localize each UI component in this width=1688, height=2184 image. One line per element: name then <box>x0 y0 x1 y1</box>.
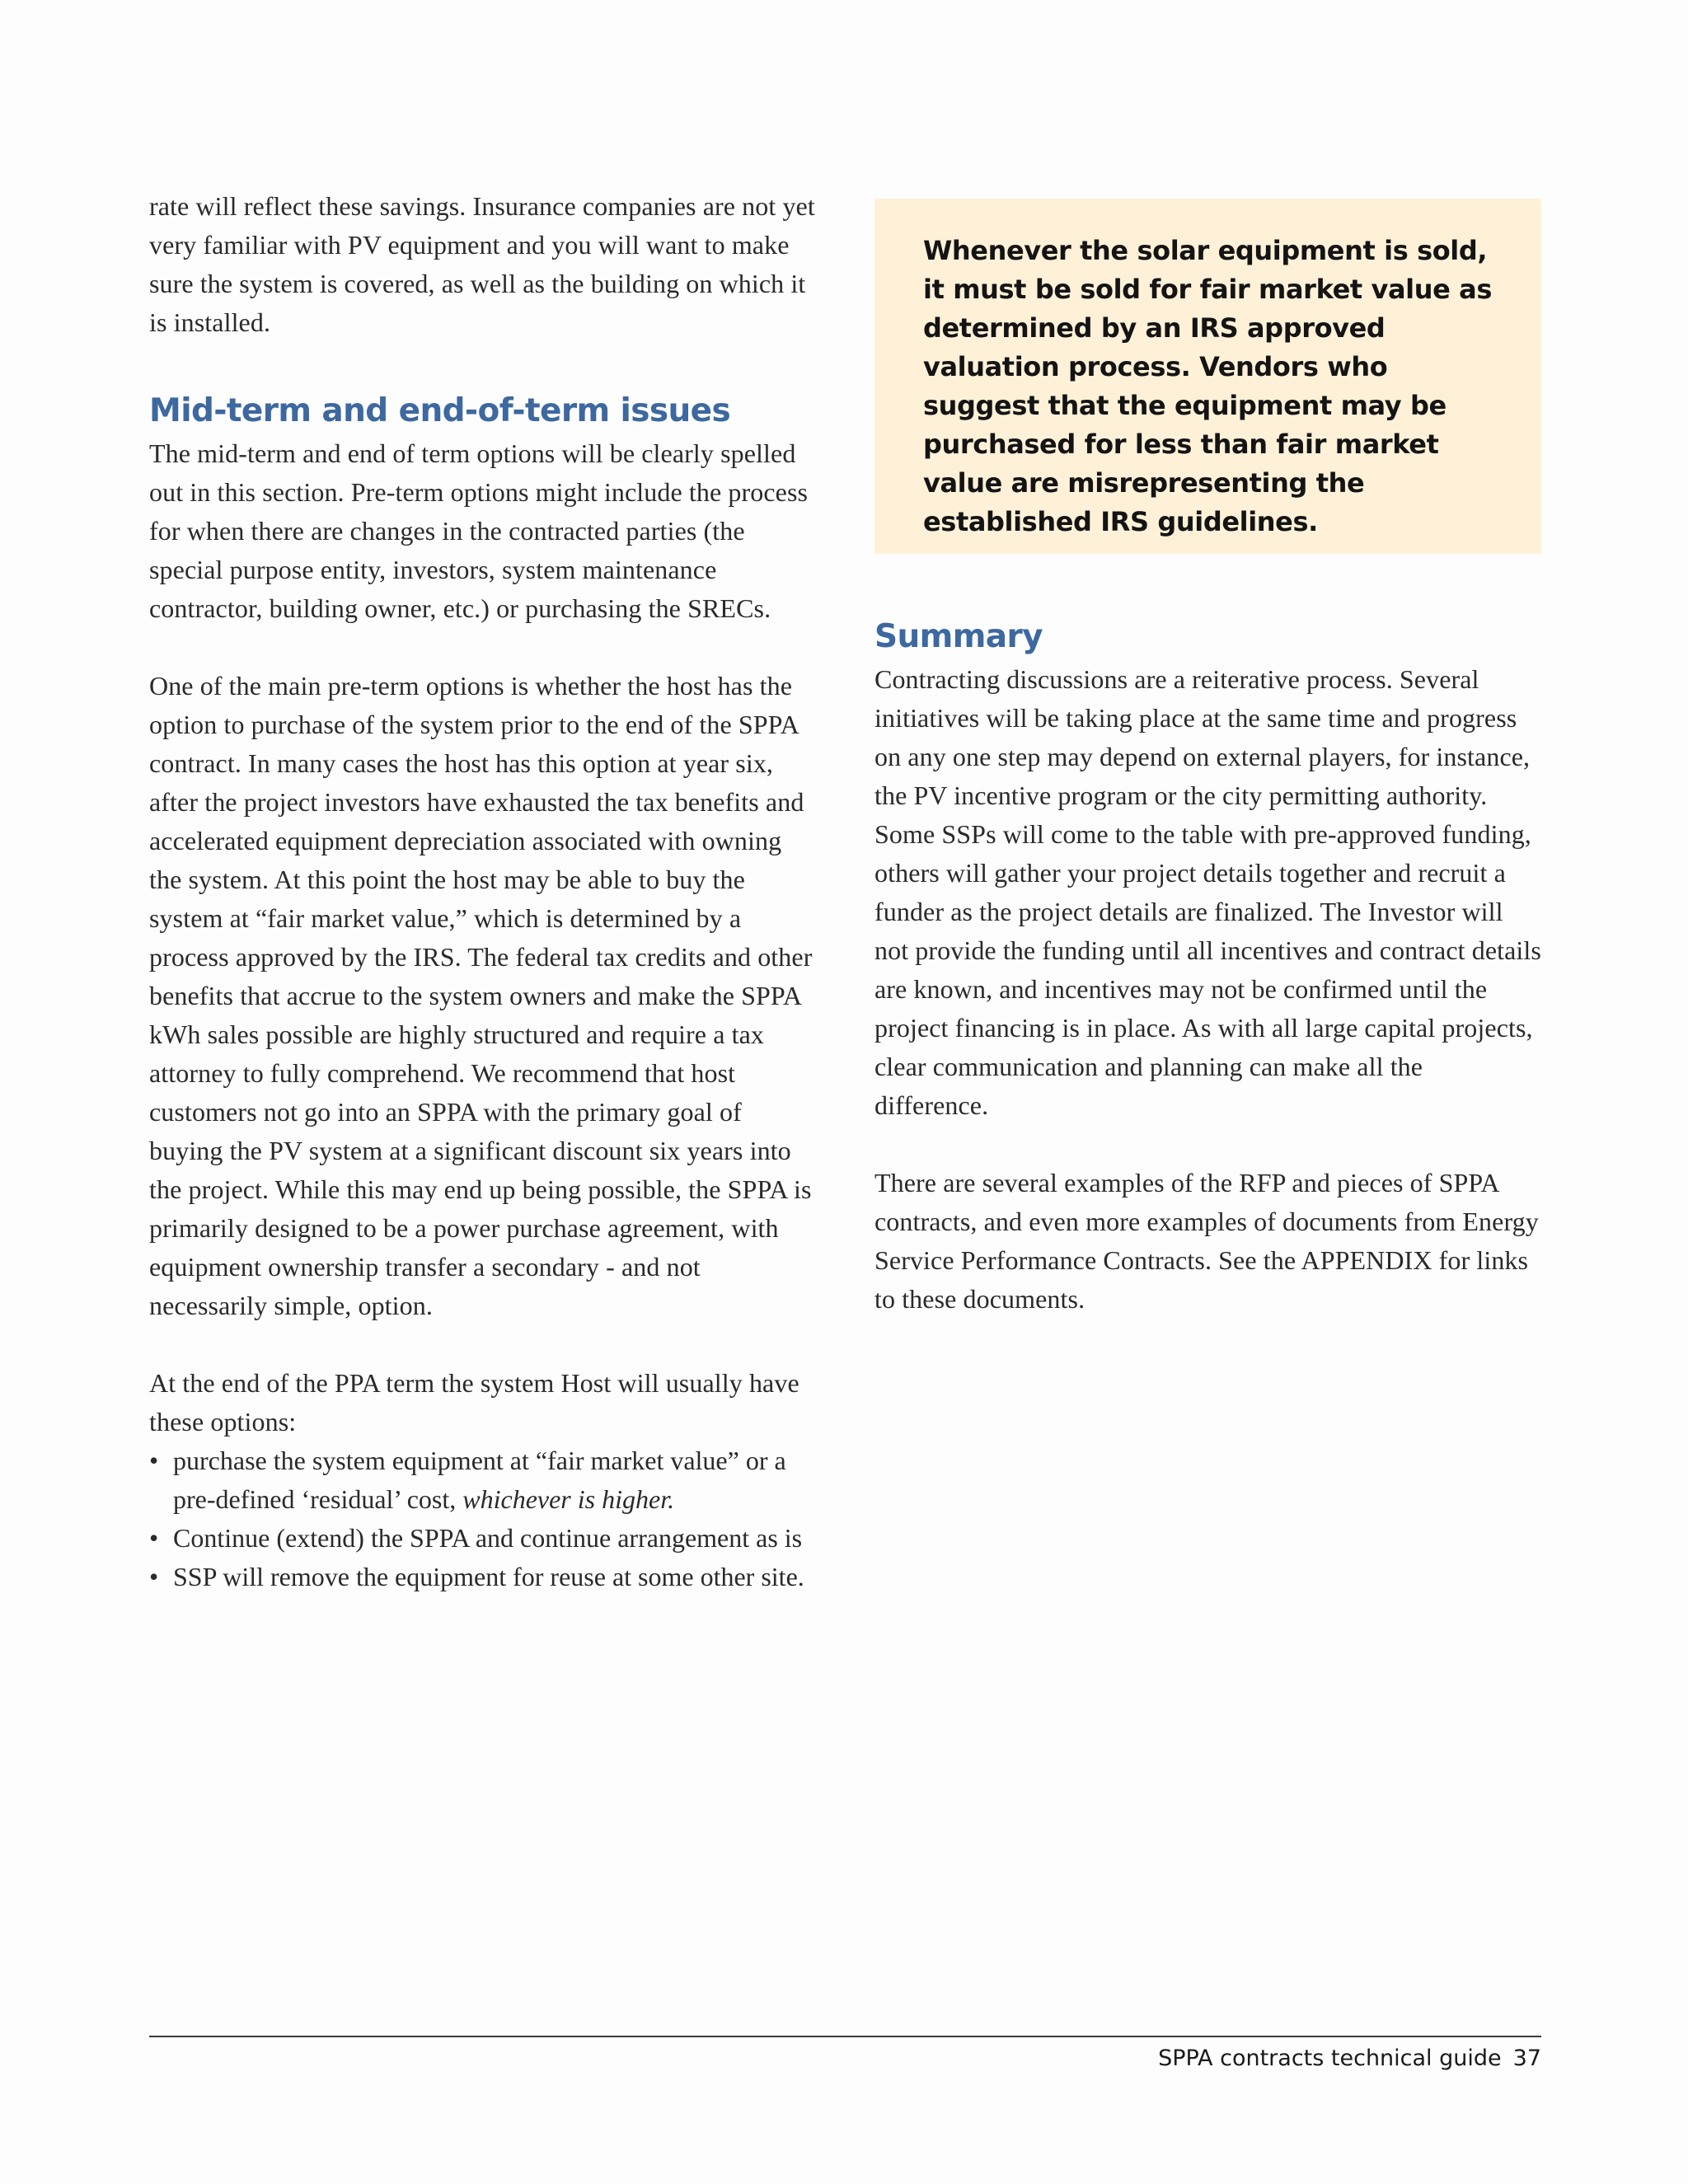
callout-box <box>874 199 1541 554</box>
preterm-paragraph: One of the main pre-term options is whether the host has the option to purchase of the system prior to the end of the SPPA contract. In many cases the host has this option at year six, after the project investors have exhausted the tax benefits and accelerated equipment depreciation associated with owning the system. At this point the host may be able to buy the system at “fair market value,” which is determined by a process approved by the IRS. The federal tax credits and other benefits that accrue to the system owners and make the SPPA kWh sales possible are highly structured and require a tax attorney to fully comprehend. We recommend that host customers not go into an SPPA with the primary goal of buying the PV system at a significant discount six years into the project. While this may end up being possible, the SPPA is primarily designed to be a power purchase agreement, with equipment ownership transfer a secondary - and not necessarily simple, option. <box>149 671 813 1320</box>
bullet-icon: • <box>149 1523 159 1553</box>
midterm-paragraph: The mid-term and end of term options will be clearly spelled out in this section. Pre-term options might include the process for when there are changes in the contracted parties (the special purpose entity, investors, system maintenance contractor, building owner, etc.) or purchasing the SRECs. <box>149 438 809 623</box>
list-item <box>149 1441 817 1519</box>
option-text: purchase the system equipment at “fair market value” or a pre-defined ‘residual’ cost, <box>173 1446 786 1514</box>
bullet-icon: • <box>149 1562 159 1591</box>
list-item <box>149 1519 817 1558</box>
guide-title: SPPA contracts technical guide <box>1158 2046 1502 2071</box>
bullet-icon: • <box>149 1446 159 1475</box>
callout-text: Whenever the solar equipment is sold, it must be sold for fair market value as determined by an IRS approved valuation process. Vendors who suggest that the equipment may be purchased for less than fair market value are misrepresenting the established IRS guidelines. <box>923 235 1493 537</box>
right-column <box>874 614 1541 1319</box>
option-emphasis: whichever is higher. <box>462 1484 675 1514</box>
midterm-heading: Mid-term and end-of-term issues <box>149 392 731 429</box>
end-of-term-intro: At the end of the PPA term the system Host will usually have these options: <box>149 1368 799 1436</box>
footer-divider <box>149 2036 1541 2037</box>
page-number: 37 <box>1512 2046 1541 2071</box>
option-text: SSP will remove the equipment for reuse at some other site. <box>173 1562 804 1591</box>
list-item <box>149 1558 817 1596</box>
option-text: Continue (extend) the SPPA and continue arrangement as is <box>173 1523 803 1553</box>
page-footer <box>1158 2042 1541 2075</box>
examples-paragraph: There are several examples of the RFP and pieces of SPPA contracts, and even more examples of documents from Energy Service Performance Contracts. See the APPENDIX for links to these documents. <box>874 1168 1539 1314</box>
end-of-term-options-list <box>149 1441 817 1596</box>
summary-paragraph: Contracting discussions are a reiterative process. Several initiatives will be taking place at the same time and progress on any one step may depend on external players, for instance, the PV incentive program or the city permitting authority. Some SSPs will come to the table with pre-approved funding, others will gather your project details together and recruit a funder as the project details are finalized. The Investor will not provide the funding until all incentives and contract details are known, and incentives may not be confirmed until the project financing is in place. As with all large capital projects, clear communication and planning can make all the difference. <box>874 664 1541 1120</box>
left-column <box>149 187 817 1596</box>
intro-paragraph: rate will reflect these savings. Insurance companies are not yet very familiar with PV equipment and you will want to make sure the system is covered, as well as the building on which it is installed. <box>149 191 815 337</box>
summary-heading: Summary <box>874 618 1043 655</box>
